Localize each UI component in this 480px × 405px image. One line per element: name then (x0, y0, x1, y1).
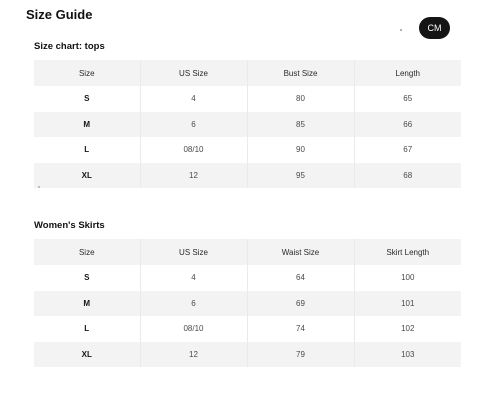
table-cell: 74 (247, 316, 354, 342)
table-row (34, 342, 461, 368)
table-cell: 100 (354, 265, 461, 291)
page-title: Size Guide (26, 7, 93, 22)
table-row (34, 163, 461, 189)
table-cell: 79 (247, 342, 354, 368)
table-cell: 12 (140, 163, 247, 189)
table-row (34, 86, 461, 112)
table-cell: 103 (354, 342, 461, 368)
tops-size-table (34, 60, 461, 188)
table-cell: 08/10 (140, 137, 247, 163)
decorative-dot (400, 29, 402, 31)
size-cell: XL (34, 342, 140, 368)
skirts-section-heading: Women's Skirts (34, 220, 105, 231)
size-cell: M (34, 112, 140, 138)
table-cell: 08/10 (140, 316, 247, 342)
column-header: Skirt Length (354, 239, 461, 265)
size-cell: M (34, 291, 140, 317)
column-header: Waist Size (247, 239, 354, 265)
column-header: Size (34, 239, 140, 265)
skirts-size-table (34, 239, 461, 367)
column-header: Size (34, 60, 140, 86)
table-cell: 4 (140, 265, 247, 291)
size-cell: S (84, 273, 90, 283)
table-cell: 6 (140, 291, 247, 317)
table-cell: 66 (354, 112, 461, 138)
table-cell: 102 (354, 316, 461, 342)
table-cell: 95 (247, 163, 354, 189)
table-row (34, 112, 461, 138)
size-cell: S (84, 94, 90, 104)
unit-toggle-cm-button[interactable]: CM (419, 17, 450, 39)
column-header: Bust Size (247, 60, 354, 86)
size-cell: L (84, 145, 90, 155)
table-cell: 68 (354, 163, 461, 189)
size-cell: XL (34, 163, 140, 189)
table-cell: 65 (354, 86, 461, 112)
table-cell: 67 (354, 137, 461, 163)
table-cell: 80 (247, 86, 354, 112)
table-cell: 6 (140, 112, 247, 138)
table-cell: 4 (140, 86, 247, 112)
table-row (34, 265, 461, 291)
table-row (34, 137, 461, 163)
table-row (34, 316, 461, 342)
table-header-row (34, 60, 461, 86)
table-header-row (34, 239, 461, 265)
tops-section-heading: Size chart: tops (34, 41, 105, 52)
table-cell: 101 (354, 291, 461, 317)
table-cell: 69 (247, 291, 354, 317)
table-cell: 85 (247, 112, 354, 138)
table-cell: 64 (247, 265, 354, 291)
table-cell: 90 (247, 137, 354, 163)
column-header: Length (354, 60, 461, 86)
column-header: US Size (140, 239, 247, 265)
column-header: US Size (140, 60, 247, 86)
table-cell: 12 (140, 342, 247, 368)
decorative-mark (38, 186, 40, 188)
table-row (34, 291, 461, 317)
size-cell: L (84, 324, 90, 334)
